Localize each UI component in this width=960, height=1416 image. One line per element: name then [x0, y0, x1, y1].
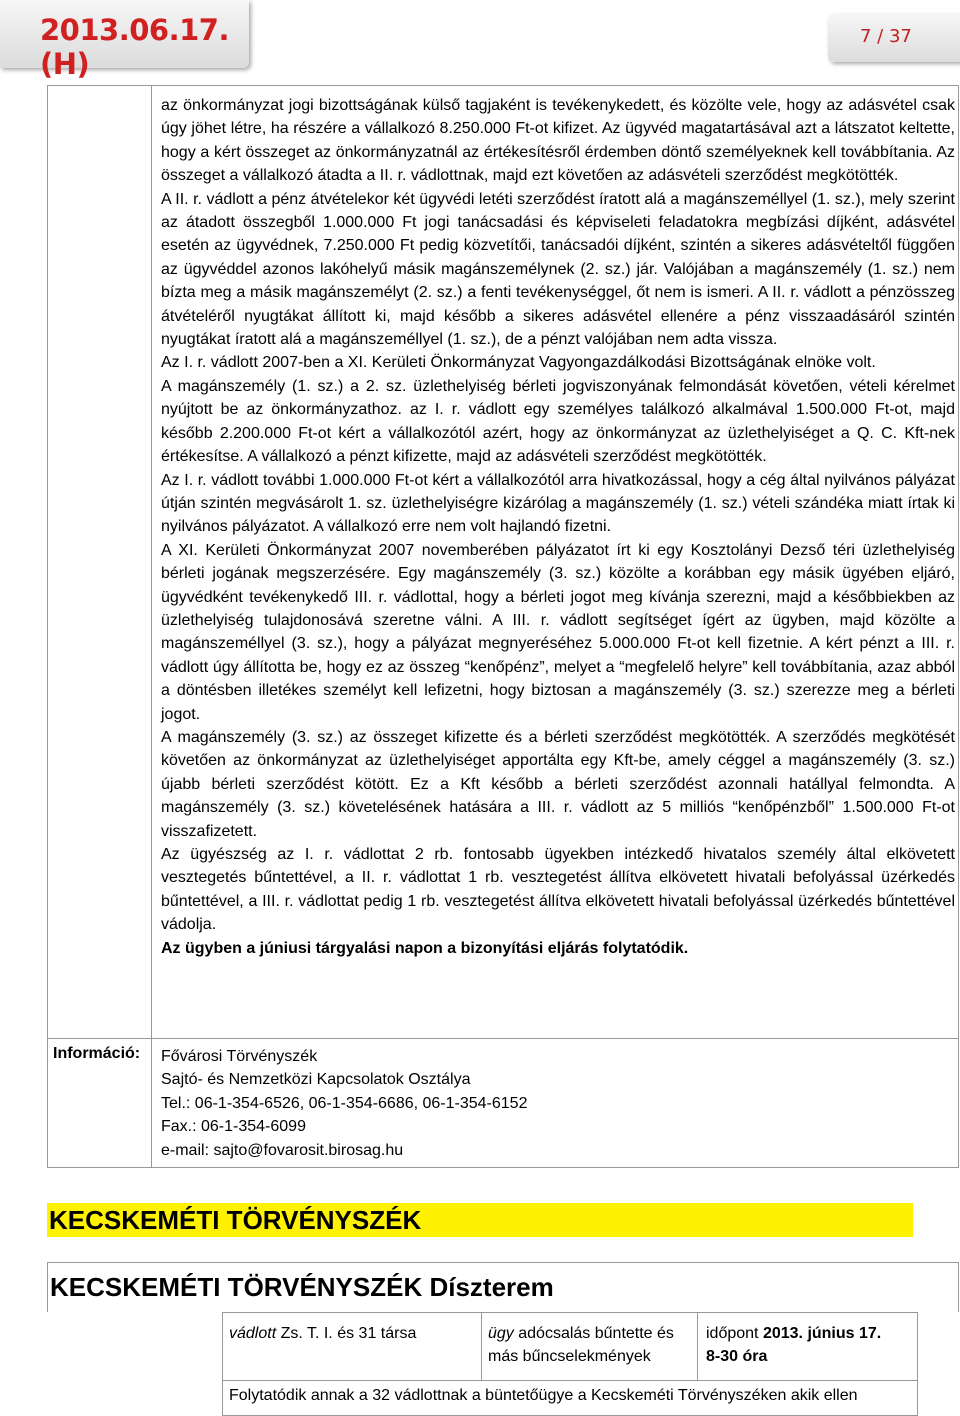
defendant-label: vádlott — [229, 1325, 277, 1342]
case-value: adócsalás bűntette és — [518, 1325, 674, 1342]
info-phone: Tel.: 06-1-354-6526, 06-1-354-6686, 06-1-354-6152 — [161, 1094, 528, 1112]
info-label: Információ: — [53, 1045, 141, 1062]
time-date: 2013. június 17. — [762, 1325, 882, 1342]
court-heading — [47, 1203, 913, 1237]
defendant-cell — [229, 1322, 416, 1345]
column-divider — [697, 1313, 698, 1380]
case-paragraph: A II. r. vádlott a pénz átvételekor két ügyvédi letéti szerződést íratott alá a magánszeméllyel (1. sz.), mely szerint az átadott összegből 1.000.000 Ft jogi tanácsadási és képviseleti feladatokra megbízási díjként, adásvétel esetén az ügyvédnek, 7.250.000 Ft pedig közvetítői, tanácsadói díjként, szintén a sikeres adásvételtől függően az ügyvéddel azonos lakóhelyű másik magánszemélynek (2. sz.) jár. Valójában a magánszemély (1. sz.) nem bízta meg a másik magánszemélyt (2. sz.) a fenti tevékenységgel, őt nem is ismeri. A II. r. vádlott a pénzösszeg átvételéről nyugtákat állított ki, majd később a sikeres adásvétel ellenére a pénz visszaadásáról szintén nyugtákat íratott alá a magánszeméllyel (1. sz.), de a pénzt valójában nem adta vissza. — [161, 190, 955, 349]
time-cell — [706, 1322, 916, 1368]
column-divider — [481, 1313, 482, 1380]
row-divider — [48, 1038, 958, 1039]
page-number: 7 / 37 — [860, 26, 912, 47]
info-court-name: Fővárosi Törvényszék — [161, 1048, 318, 1065]
header-date: 2013.06.17. (H) — [40, 13, 229, 81]
info-contact — [161, 1045, 527, 1162]
case-description — [161, 94, 955, 960]
case-type-cell — [488, 1322, 694, 1368]
case-paragraph: A magánszemély (3. sz.) az összeget kifizette és a bérleti szerződést megkötötték. A szerződés megkötését követően az önkormányzat az üzlethelyiséget apportálta egy Kft-be, amely céggel a magánszemély (3. sz.) újabb bérleti szerződést kötött. Ez a Kft később a bérleti szerződést azonnali hatállyal felmondta. A magánszemély (3. sz.) követelésének hatására a III. r. vádlott az 5 milliós “kenőpénzből” 1.500.000 Ft-ot visszafizetett. — [161, 728, 955, 840]
room-name: KECSKEMÉTI TÖRVÉNYSZÉK Díszterem — [50, 1272, 554, 1302]
row-divider — [223, 1380, 917, 1381]
court-name: KECSKEMÉTI TÖRVÉNYSZÉK — [49, 1205, 422, 1235]
case-paragraph: A magánszemély (1. sz.) a 2. sz. üzlethelyiség bérleti jogviszonyának felmondását követően, vételi kérelmet nyújtott be az önkormányzathoz. az I. r. vádlott egy személyes találkozó alkalmával 1.500.000 Ft-ot, majd később 2.200.000 Ft-ot kért a vállalkozótól azért, hogy az önkormányzat az üzlethelyiséget a Q. C. Kft-nek értékesítse. A vállalkozó a pénzt kifizette, majd az adásvételi szerződést megkötötték. — [161, 377, 955, 466]
next-case-description: Folytatódik annak a 32 vádlottnak a büntetőügye a Kecskeméti Törvényszéken akik ellen — [229, 1387, 858, 1404]
case-value-cont: más bűncselekmények — [488, 1348, 651, 1365]
room-heading — [47, 1262, 959, 1312]
time-hour: 8-30 óra — [706, 1348, 768, 1365]
next-case-table — [222, 1312, 918, 1416]
case-paragraph: Az I. r. vádlott 2007-ben a XI. Kerületi Önkormányzat Vagyongazdálkodási Bizottságának elnöke volt. — [161, 354, 876, 372]
info-department: Sajtó- és Nemzetközi Kapcsolatok Osztálya — [161, 1071, 471, 1089]
date-header — [0, 0, 249, 81]
defendant-value: Zs. T. I. és 31 társa — [280, 1325, 417, 1342]
case-paragraph: Az ügyészség az I. r. vádlottat 2 rb. fontosabb ügyekben intézkedő hivatalos személy által elkövetett vesztegetés bűntettével, a II. r. vádlottat 1 rb. vesztegetést állítva elkövetett hivatali befolyással üzérkedés bűntettével, a III. r. vádlottat pedig 1 rb. vesztegetést állítva elkövetett hivatali befolyással üzérkedés bűntettével vádolja. — [161, 846, 955, 934]
case-paragraph: A XI. Kerületi Önkormányzat 2007 novemberében pályázatot írt ki egy Kosztolányi Dezső téri üzlethelyiség bérleti jogának megszerzésére. Egy magánszemély (3. sz.) közölte a korábban egy másik ügyében eljáró, ügyvédként tevékenykedő III. r. vádlottal, hogy a bérleti jogot meg kívánja szerezni, majd a későbbiekben az üzlethelyiség tulajdonosává szeretne válni. A III. r. vádlott segítséget ígért az ügyben, majd közölte a magánszeméllyel (3. sz.), hogy a pályázat megnyeréséhez 5.000.000 Ft-ot kell fizetnie. A kért pénzt a III. r. vádlott úgy állította be, hogy ez az összeg “kenőpénz”, melyet a “megfelelő helyre” kell továbbítania, azaz abból a döntésben illetékes személyt kell lefizetni, hogy biztosan a magánszemély (3. sz.) szerezze meg a bérleti jogot. — [161, 541, 955, 723]
info-email[interactable]: e-mail: sajto@fovarosit.birosag.hu — [161, 1141, 404, 1159]
case-label: ügy — [488, 1325, 514, 1342]
column-divider — [151, 86, 152, 1167]
page-counter — [828, 14, 960, 62]
case-paragraph: Az I. r. vádlott további 1.000.000 Ft-ot kért a vállalkozótól arra hivatkozással, hogy a cég által nyilvános pályázat útján szintén megvásárolt 1. sz. üzlethelyiségre kizárólag a magánszemély (1. sz.) vételi szándéka miatt írtak ki nyilvános pályázatot. A vállalkozó erre nem volt hajlandó fizetni. — [161, 471, 955, 536]
case-paragraph: az önkormányzat jogi bizottságának külső tagjaként is tevékenykedett, és közölte vele, hogy az adásvétel csak úgy jöhet létre, ha részére a vállalkozó 8.250.000 Ft-ot kifizet. Az ügyvéd magatartásával azt a látszatot keltette, hogy a kért összeget az önkormányzatnál az értékesítésről érdemben döntő személyeknek kell továbbítania. Az összeget a vállalkozó átadta a II. r. vádlottnak, majd ezt követően az adásvételi szerződést megkötötték. — [161, 97, 955, 185]
info-fax: Fax.: 06-1-354-6099 — [161, 1118, 306, 1136]
case-conclusion: Az ügyben a júniusi tárgyalási napon a bizonyítási eljárás folytatódik. — [161, 939, 689, 957]
time-label: időpont — [706, 1325, 759, 1342]
